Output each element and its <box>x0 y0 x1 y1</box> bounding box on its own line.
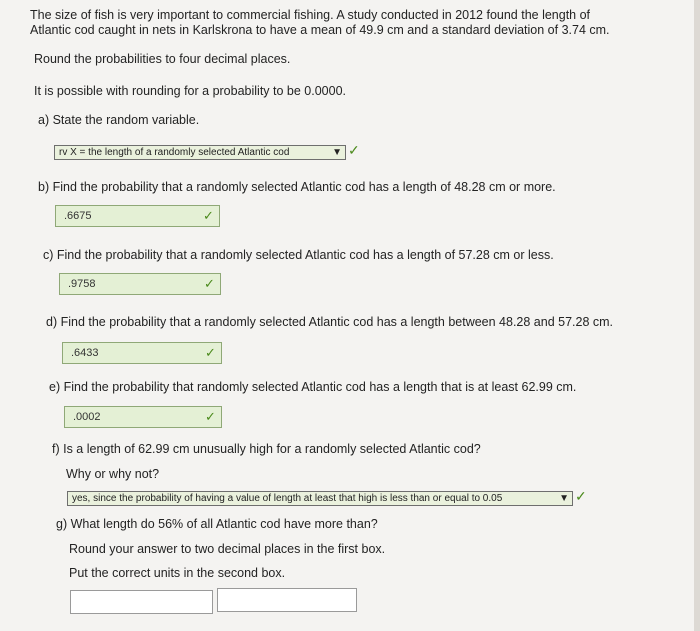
check-icon: ✓ <box>575 488 587 504</box>
check-icon: ✓ <box>348 142 360 158</box>
part-b-answer-value: .6675 <box>64 210 92 222</box>
part-b-question: b) Find the probability that a randomly selected Atlantic cod has a length of 48.28 cm or more. <box>38 180 556 194</box>
part-g-question: g) What length do 56% of all Atlantic cod have more than? <box>56 517 378 531</box>
unusual-reason-dropdown-value: yes, since the probability of having a value of length at least that high is less than or equal to 0.05 <box>72 493 503 504</box>
intro-line-2: Atlantic cod caught in nets in Karlskrona to have a mean of 49.9 cm and a standard deviation of 3.74 cm. <box>30 23 610 37</box>
part-e-answer-value: .0002 <box>73 411 101 423</box>
part-c-question: c) Find the probability that a randomly selected Atlantic cod has a length of 57.28 cm or less. <box>43 248 554 262</box>
chevron-down-icon: ▼ <box>559 493 569 504</box>
intro-line-1: The size of fish is very important to commercial fishing. A study conducted in 2012 found the length of <box>30 8 591 22</box>
part-g-round-note: Round your answer to two decimal places in the first box. <box>69 542 386 556</box>
round-note: Round the probabilities to four decimal places. <box>34 52 291 66</box>
part-d-answer-value: .6433 <box>71 347 99 359</box>
check-icon: ✓ <box>204 276 215 291</box>
check-icon: ✓ <box>205 345 216 360</box>
check-icon: ✓ <box>203 208 214 223</box>
possible-note: It is possible with rounding for a probability to be 0.0000. <box>34 84 346 98</box>
part-d-answer-input[interactable] <box>62 342 222 364</box>
part-d-question: d) Find the probability that a randomly selected Atlantic cod has a length between 48.28 and 57.28 cm. <box>46 315 614 329</box>
part-a-question: a) State the random variable. <box>38 113 200 127</box>
length-units-input[interactable] <box>217 588 357 612</box>
unusual-reason-dropdown[interactable] <box>67 491 573 506</box>
random-variable-dropdown-value: rv X = the length of a randomly selected Atlantic cod <box>59 147 290 158</box>
part-b-answer-input[interactable] <box>55 205 220 227</box>
part-c-answer-value: .9758 <box>68 278 96 290</box>
part-c-answer-input[interactable] <box>59 273 221 295</box>
chevron-down-icon: ▼ <box>332 147 342 158</box>
length-value-input[interactable] <box>70 590 213 614</box>
problem-intro <box>30 8 670 38</box>
random-variable-dropdown[interactable] <box>54 145 346 160</box>
part-f-why: Why or why not? <box>66 467 160 481</box>
part-e-question: e) Find the probability that randomly selected Atlantic cod has a length that is at least 62.99 cm. <box>49 380 577 394</box>
part-g-units-note: Put the correct units in the second box. <box>69 566 286 580</box>
check-icon: ✓ <box>205 409 216 424</box>
page-edge <box>694 0 700 631</box>
part-e-answer-input[interactable] <box>64 406 222 428</box>
part-f-question: f) Is a length of 62.99 cm unusually high for a randomly selected Atlantic cod? <box>52 442 481 456</box>
